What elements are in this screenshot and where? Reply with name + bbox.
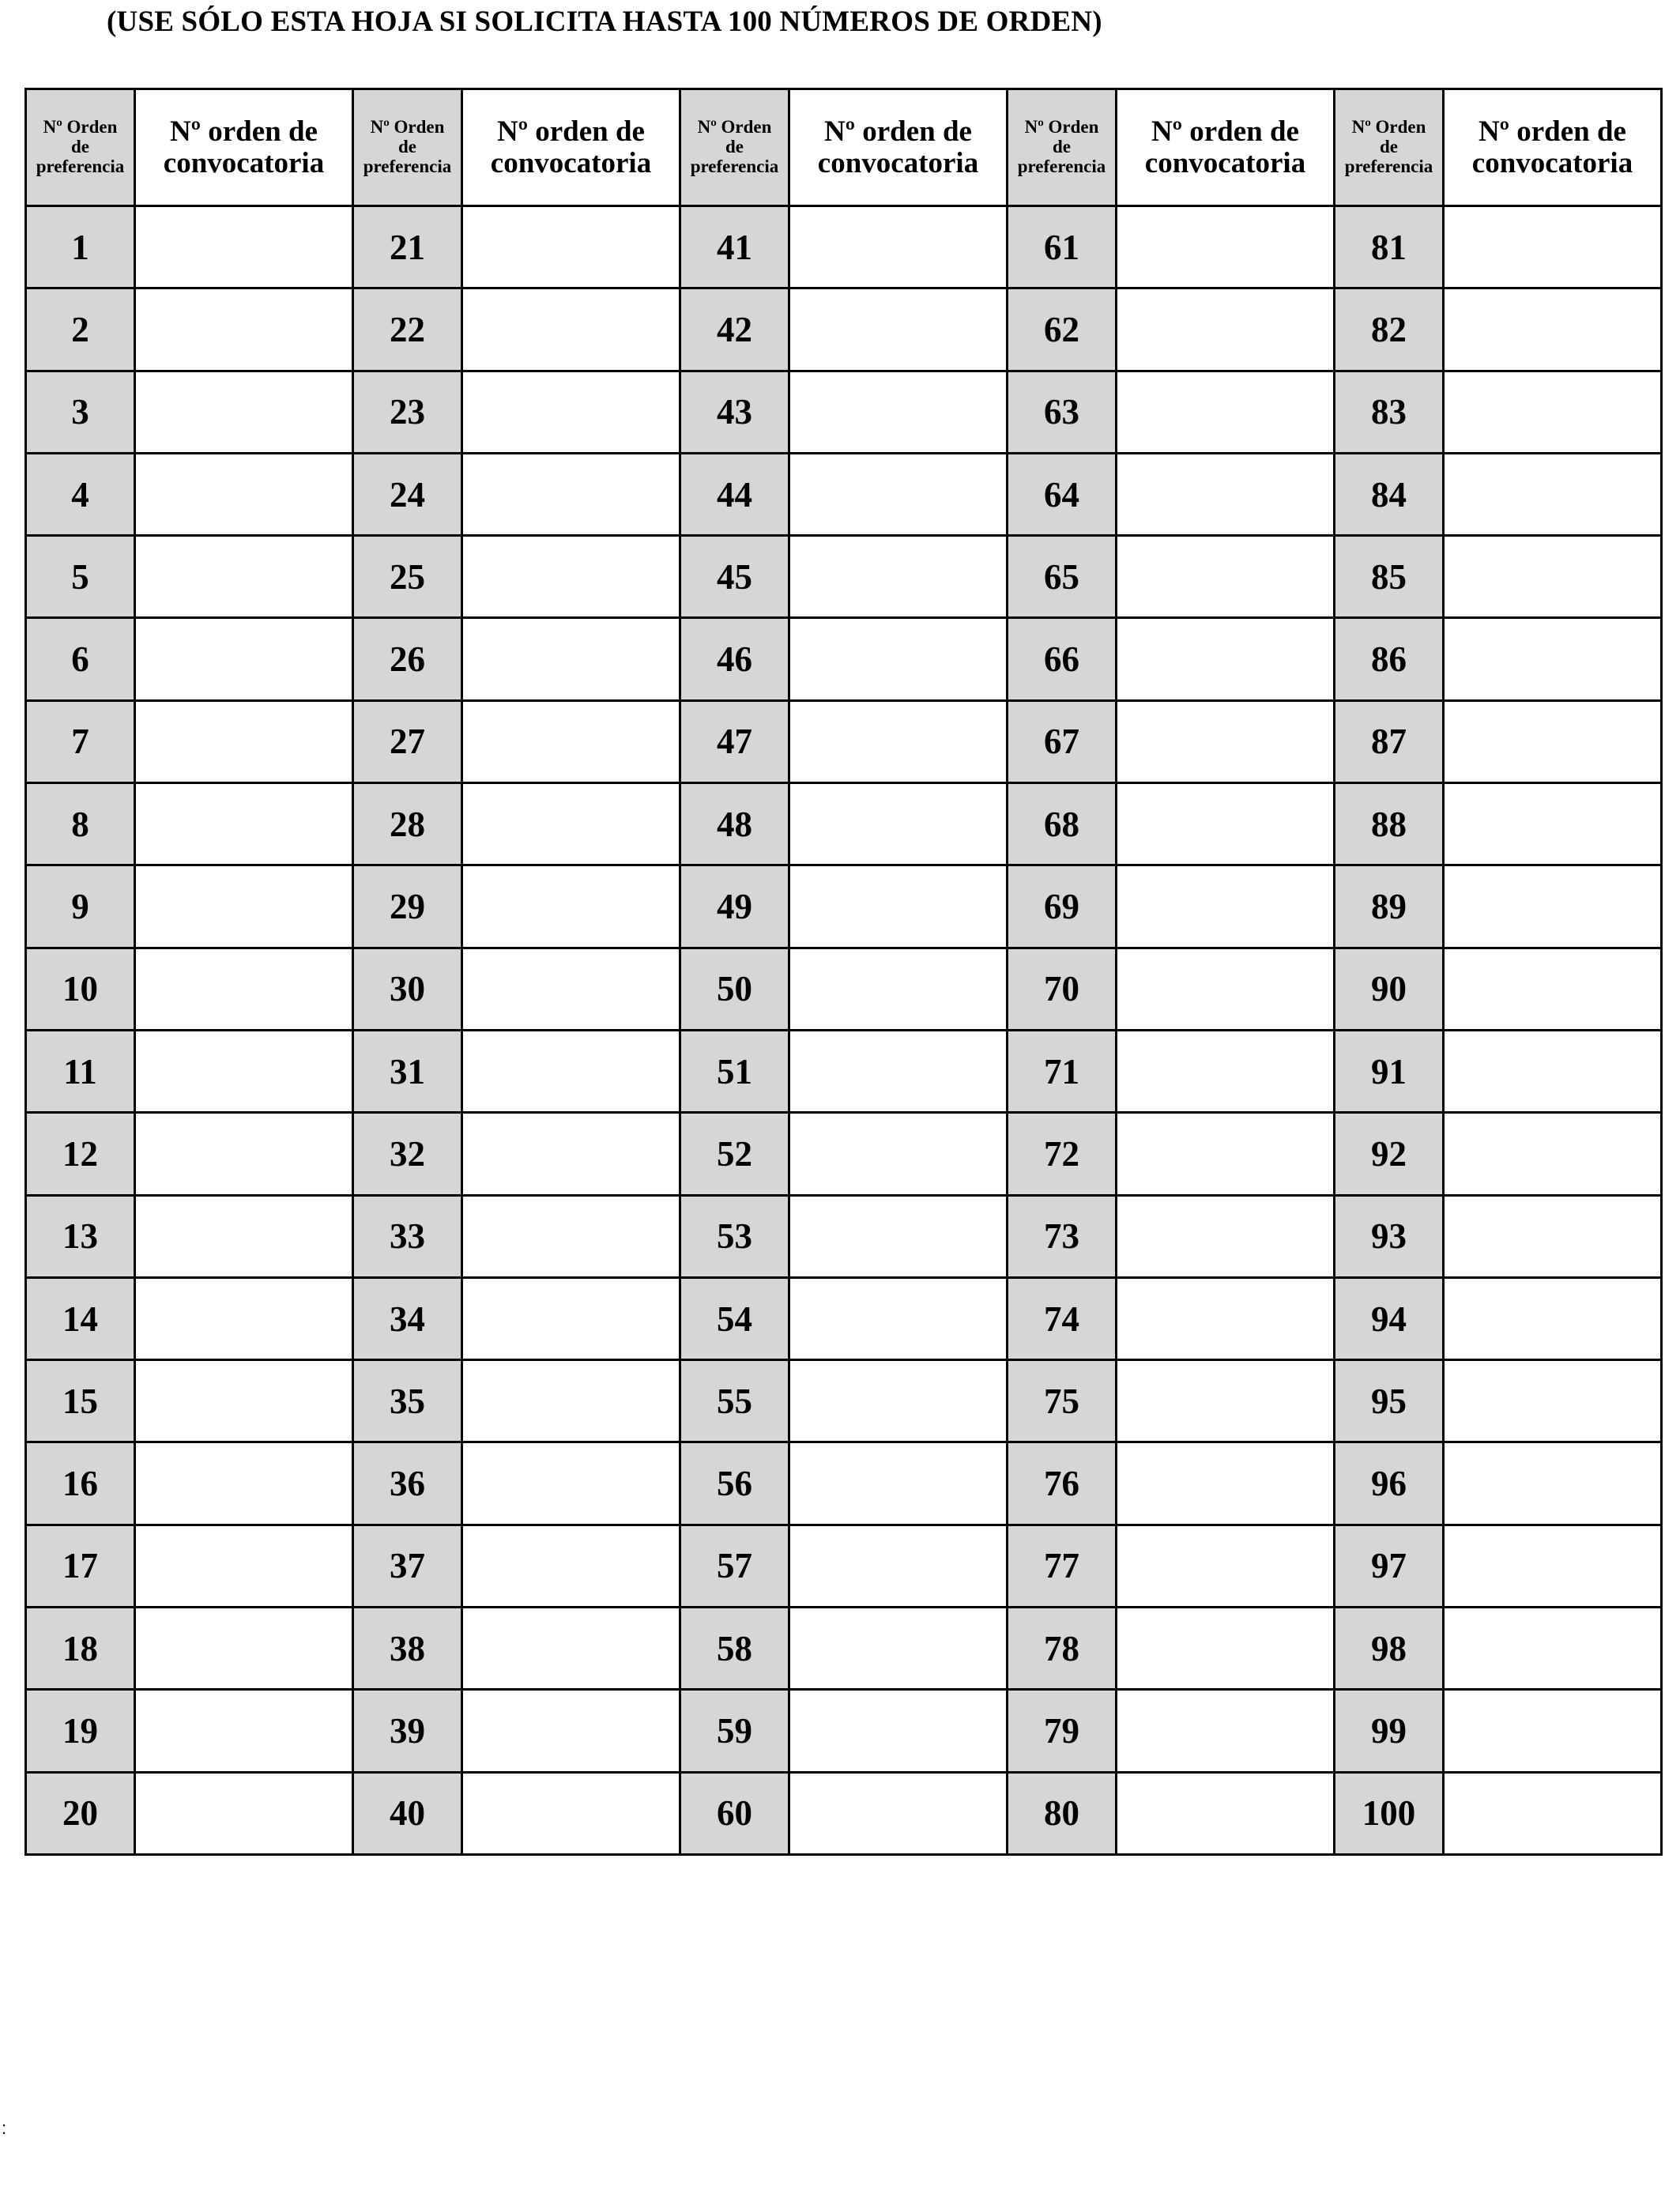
- preference-number-cell: 30: [353, 948, 462, 1030]
- header-preference-line2: de: [725, 137, 744, 157]
- preference-number-cell: 46: [680, 618, 789, 700]
- preference-number-cell: 44: [680, 453, 789, 535]
- preference-number-cell: 85: [1335, 536, 1444, 618]
- table-row: [26, 536, 1662, 618]
- table-row: [26, 865, 1662, 948]
- convocatoria-entry-cell[interactable]: [462, 1772, 680, 1854]
- preference-number-cell: 78: [1008, 1608, 1117, 1690]
- preference-number-cell: 14: [26, 1277, 135, 1359]
- convocatoria-entry-cell[interactable]: [135, 618, 353, 700]
- table-row: [26, 1195, 1662, 1277]
- header-convocatoria-line2: convocatoria: [1144, 146, 1306, 179]
- header-preference-order: [353, 89, 462, 206]
- header-convocatoria-line2: convocatoria: [163, 146, 325, 179]
- convocatoria-entry-cell[interactable]: [789, 1030, 1008, 1112]
- preference-number-cell: 97: [1335, 1525, 1444, 1607]
- convocatoria-entry-cell[interactable]: [789, 948, 1008, 1030]
- header-convocatoria-line1: Nº orden de: [170, 115, 318, 148]
- preference-number-cell: 48: [680, 783, 789, 865]
- convocatoria-entry-cell[interactable]: [1117, 1277, 1335, 1359]
- header-preference-line2: de: [398, 137, 416, 157]
- convocatoria-entry-cell[interactable]: [789, 1442, 1008, 1525]
- convocatoria-entry-cell[interactable]: [1117, 453, 1335, 535]
- preference-number-cell: 5: [26, 536, 135, 618]
- footer-mark: :: [2, 2118, 7, 2138]
- preference-number-cell: 21: [353, 206, 462, 288]
- table-row: [26, 618, 1662, 700]
- preference-number-cell: 7: [26, 700, 135, 782]
- convocatoria-entry-cell[interactable]: [1444, 1608, 1662, 1690]
- preference-number-cell: 81: [1335, 206, 1444, 288]
- convocatoria-entry-cell[interactable]: [1444, 1113, 1662, 1195]
- convocatoria-entry-cell[interactable]: [135, 1277, 353, 1359]
- convocatoria-entry-cell[interactable]: [462, 783, 680, 865]
- preference-number-cell: 96: [1335, 1442, 1444, 1525]
- convocatoria-entry-cell[interactable]: [1444, 1442, 1662, 1525]
- convocatoria-entry-cell[interactable]: [462, 1277, 680, 1359]
- convocatoria-entry-cell[interactable]: [135, 371, 353, 453]
- convocatoria-entry-cell[interactable]: [789, 1113, 1008, 1195]
- header-preference-line2: de: [71, 137, 89, 157]
- page-title: (USE SÓLO ESTA HOJA SI SOLICITA HASTA 100 NÚMEROS DE ORDEN): [107, 6, 1102, 38]
- convocatoria-entry-cell[interactable]: [1117, 1442, 1335, 1525]
- convocatoria-entry-cell[interactable]: [1117, 1608, 1335, 1690]
- preference-number-cell: 55: [680, 1360, 789, 1442]
- convocatoria-entry-cell[interactable]: [462, 206, 680, 288]
- preference-number-cell: 24: [353, 453, 462, 535]
- preference-number-cell: 34: [353, 1277, 462, 1359]
- convocatoria-entry-cell[interactable]: [789, 618, 1008, 700]
- preference-number-cell: 11: [26, 1030, 135, 1112]
- preference-number-cell: 76: [1008, 1442, 1117, 1525]
- preference-number-cell: 39: [353, 1690, 462, 1772]
- table-row: [26, 783, 1662, 865]
- convocatoria-entry-cell[interactable]: [462, 1360, 680, 1442]
- header-convocatoria-line2: convocatoria: [817, 146, 979, 179]
- preference-number-cell: 28: [353, 783, 462, 865]
- convocatoria-entry-cell[interactable]: [1117, 288, 1335, 371]
- preference-number-cell: 54: [680, 1277, 789, 1359]
- convocatoria-entry-cell[interactable]: [462, 1030, 680, 1112]
- table-row: [26, 1113, 1662, 1195]
- convocatoria-entry-cell[interactable]: [462, 536, 680, 618]
- convocatoria-entry-cell[interactable]: [1444, 618, 1662, 700]
- preference-number-cell: 61: [1008, 206, 1117, 288]
- preference-number-cell: 10: [26, 948, 135, 1030]
- preference-number-cell: 82: [1335, 288, 1444, 371]
- convocatoria-entry-cell[interactable]: [789, 1772, 1008, 1854]
- convocatoria-entry-cell[interactable]: [1117, 1525, 1335, 1607]
- convocatoria-entry-cell[interactable]: [462, 948, 680, 1030]
- convocatoria-entry-cell[interactable]: [789, 1608, 1008, 1690]
- convocatoria-entry-cell[interactable]: [1444, 1525, 1662, 1607]
- preference-number-cell: 16: [26, 1442, 135, 1525]
- convocatoria-entry-cell[interactable]: [789, 453, 1008, 535]
- convocatoria-entry-cell[interactable]: [135, 288, 353, 371]
- preference-number-cell: 67: [1008, 700, 1117, 782]
- convocatoria-entry-cell[interactable]: [1444, 865, 1662, 948]
- preference-number-cell: 74: [1008, 1277, 1117, 1359]
- table-row: [26, 206, 1662, 288]
- convocatoria-entry-cell[interactable]: [462, 618, 680, 700]
- table-row: [26, 288, 1662, 371]
- preference-number-cell: 15: [26, 1360, 135, 1442]
- convocatoria-entry-cell[interactable]: [1444, 1690, 1662, 1772]
- table-row: [26, 371, 1662, 453]
- convocatoria-entry-cell[interactable]: [1117, 948, 1335, 1030]
- preference-number-cell: 84: [1335, 453, 1444, 535]
- convocatoria-entry-cell[interactable]: [1444, 1030, 1662, 1112]
- table-row: [26, 453, 1662, 535]
- convocatoria-entry-cell[interactable]: [462, 700, 680, 782]
- convocatoria-entry-cell[interactable]: [1444, 1195, 1662, 1277]
- convocatoria-entry-cell[interactable]: [789, 371, 1008, 453]
- preference-number-cell: 71: [1008, 1030, 1117, 1112]
- convocatoria-entry-cell[interactable]: [462, 453, 680, 535]
- header-preference-line3: preferencia: [690, 156, 779, 176]
- preference-number-cell: 93: [1335, 1195, 1444, 1277]
- preference-number-cell: 65: [1008, 536, 1117, 618]
- preference-number-cell: 87: [1335, 700, 1444, 782]
- convocatoria-entry-cell[interactable]: [1117, 618, 1335, 700]
- preference-number-cell: 60: [680, 1772, 789, 1854]
- preference-number-cell: 52: [680, 1113, 789, 1195]
- convocatoria-entry-cell[interactable]: [135, 783, 353, 865]
- convocatoria-entry-cell[interactable]: [462, 1608, 680, 1690]
- preference-number-cell: 73: [1008, 1195, 1117, 1277]
- header-preference-order: [1335, 89, 1444, 206]
- convocatoria-entry-cell[interactable]: [789, 206, 1008, 288]
- convocatoria-entry-cell[interactable]: [1117, 700, 1335, 782]
- convocatoria-entry-cell[interactable]: [135, 1608, 353, 1690]
- header-convocatoria-line1: Nº orden de: [1478, 115, 1626, 148]
- convocatoria-entry-cell[interactable]: [135, 453, 353, 535]
- convocatoria-entry-cell[interactable]: [135, 1690, 353, 1772]
- preference-number-cell: 37: [353, 1525, 462, 1607]
- preference-number-cell: 75: [1008, 1360, 1117, 1442]
- convocatoria-entry-cell[interactable]: [789, 865, 1008, 948]
- convocatoria-entry-cell[interactable]: [135, 1030, 353, 1112]
- preference-number-cell: 98: [1335, 1608, 1444, 1690]
- preference-number-cell: 88: [1335, 783, 1444, 865]
- table-row: [26, 1690, 1662, 1772]
- preference-number-cell: 43: [680, 371, 789, 453]
- convocatoria-entry-cell[interactable]: [1444, 453, 1662, 535]
- header-convocatoria-line1: Nº orden de: [1151, 115, 1299, 148]
- preference-number-cell: 90: [1335, 948, 1444, 1030]
- convocatoria-entry-cell[interactable]: [1117, 536, 1335, 618]
- preference-number-cell: 62: [1008, 288, 1117, 371]
- preference-number-cell: 49: [680, 865, 789, 948]
- convocatoria-entry-cell[interactable]: [462, 1442, 680, 1525]
- header-preference-line1: Nº Orden: [697, 117, 772, 138]
- preference-number-cell: 68: [1008, 783, 1117, 865]
- preference-number-cell: 36: [353, 1442, 462, 1525]
- header-preference-line2: de: [1380, 137, 1398, 157]
- preference-number-cell: 92: [1335, 1113, 1444, 1195]
- convocatoria-entry-cell[interactable]: [1444, 536, 1662, 618]
- convocatoria-entry-cell[interactable]: [462, 288, 680, 371]
- preference-number-cell: 13: [26, 1195, 135, 1277]
- preference-number-cell: 89: [1335, 865, 1444, 948]
- convocatoria-entry-cell[interactable]: [1444, 783, 1662, 865]
- preference-number-cell: 57: [680, 1525, 789, 1607]
- header-convocatoria-order: [1117, 89, 1335, 206]
- convocatoria-entry-cell[interactable]: [1444, 288, 1662, 371]
- preference-number-cell: 59: [680, 1690, 789, 1772]
- header-preference-order: [1008, 89, 1117, 206]
- convocatoria-entry-cell[interactable]: [462, 1113, 680, 1195]
- preference-number-cell: 83: [1335, 371, 1444, 453]
- convocatoria-entry-cell[interactable]: [1117, 371, 1335, 453]
- convocatoria-entry-cell[interactable]: [462, 1525, 680, 1607]
- table-row: [26, 700, 1662, 782]
- preference-number-cell: 8: [26, 783, 135, 865]
- convocatoria-entry-cell[interactable]: [789, 1360, 1008, 1442]
- preference-number-cell: 3: [26, 371, 135, 453]
- header-convocatoria-order: [789, 89, 1008, 206]
- header-convocatoria-line1: Nº orden de: [497, 115, 645, 148]
- header-convocatoria-order: [135, 89, 353, 206]
- preference-number-cell: 56: [680, 1442, 789, 1525]
- preference-order-table: [24, 88, 1663, 1856]
- preference-number-cell: 45: [680, 536, 789, 618]
- convocatoria-entry-cell[interactable]: [789, 1195, 1008, 1277]
- preference-number-cell: 19: [26, 1690, 135, 1772]
- convocatoria-entry-cell[interactable]: [135, 700, 353, 782]
- header-preference-line2: de: [1053, 137, 1071, 157]
- convocatoria-entry-cell[interactable]: [1117, 783, 1335, 865]
- preference-number-cell: 17: [26, 1525, 135, 1607]
- header-preference-line1: Nº Orden: [1024, 117, 1099, 138]
- header-preference-line3: preferencia: [363, 156, 452, 176]
- table-header-row: [26, 89, 1662, 206]
- preference-number-cell: 47: [680, 700, 789, 782]
- preference-number-cell: 64: [1008, 453, 1117, 535]
- convocatoria-entry-cell[interactable]: [1117, 1690, 1335, 1772]
- preference-number-cell: 41: [680, 206, 789, 288]
- header-preference-line3: preferencia: [36, 156, 125, 176]
- table-row: [26, 1608, 1662, 1690]
- preference-number-cell: 66: [1008, 618, 1117, 700]
- convocatoria-entry-cell[interactable]: [1444, 371, 1662, 453]
- convocatoria-entry-cell[interactable]: [462, 1690, 680, 1772]
- convocatoria-entry-cell[interactable]: [462, 371, 680, 453]
- header-preference-line1: Nº Orden: [370, 117, 445, 138]
- preference-number-cell: 69: [1008, 865, 1117, 948]
- table-body: [26, 206, 1662, 1855]
- header-preference-line1: Nº Orden: [43, 117, 118, 138]
- preference-number-cell: 26: [353, 618, 462, 700]
- table-row: [26, 1277, 1662, 1359]
- header-preference-line3: preferencia: [1344, 156, 1433, 176]
- convocatoria-entry-cell[interactable]: [135, 1360, 353, 1442]
- header-preference-line3: preferencia: [1017, 156, 1106, 176]
- header-preference-order: [680, 89, 789, 206]
- convocatoria-entry-cell[interactable]: [1444, 700, 1662, 782]
- convocatoria-entry-cell[interactable]: [135, 1525, 353, 1607]
- preference-number-cell: 63: [1008, 371, 1117, 453]
- preference-number-cell: 50: [680, 948, 789, 1030]
- preference-number-cell: 77: [1008, 1525, 1117, 1607]
- convocatoria-entry-cell[interactable]: [135, 1442, 353, 1525]
- preference-number-cell: 12: [26, 1113, 135, 1195]
- preference-number-cell: 86: [1335, 618, 1444, 700]
- preference-number-cell: 1: [26, 206, 135, 288]
- preference-number-cell: 35: [353, 1360, 462, 1442]
- header-preference-line1: Nº Orden: [1351, 117, 1426, 138]
- table-row: [26, 1442, 1662, 1525]
- convocatoria-entry-cell[interactable]: [789, 1277, 1008, 1359]
- convocatoria-entry-cell[interactable]: [789, 1525, 1008, 1607]
- preference-number-cell: 4: [26, 453, 135, 535]
- table-row: [26, 1525, 1662, 1607]
- convocatoria-entry-cell[interactable]: [135, 536, 353, 618]
- preference-number-cell: 33: [353, 1195, 462, 1277]
- convocatoria-entry-cell[interactable]: [1444, 948, 1662, 1030]
- table-row: [26, 1772, 1662, 1854]
- convocatoria-entry-cell[interactable]: [135, 206, 353, 288]
- convocatoria-entry-cell[interactable]: [135, 1772, 353, 1854]
- preference-number-cell: 6: [26, 618, 135, 700]
- convocatoria-entry-cell[interactable]: [789, 1690, 1008, 1772]
- preference-number-cell: 20: [26, 1772, 135, 1854]
- preference-number-cell: 100: [1335, 1772, 1444, 1854]
- preference-number-cell: 31: [353, 1030, 462, 1112]
- preference-number-cell: 25: [353, 536, 462, 618]
- convocatoria-entry-cell[interactable]: [462, 865, 680, 948]
- convocatoria-entry-cell[interactable]: [1444, 206, 1662, 288]
- preference-number-cell: 58: [680, 1608, 789, 1690]
- convocatoria-entry-cell[interactable]: [135, 948, 353, 1030]
- convocatoria-entry-cell[interactable]: [789, 783, 1008, 865]
- header-preference-order: [26, 89, 135, 206]
- preference-number-cell: 53: [680, 1195, 789, 1277]
- convocatoria-entry-cell[interactable]: [1117, 1772, 1335, 1854]
- convocatoria-entry-cell[interactable]: [1117, 1195, 1335, 1277]
- convocatoria-entry-cell[interactable]: [789, 536, 1008, 618]
- header-convocatoria-order: [462, 89, 680, 206]
- table-row: [26, 948, 1662, 1030]
- preference-number-cell: 2: [26, 288, 135, 371]
- preference-number-cell: 72: [1008, 1113, 1117, 1195]
- convocatoria-entry-cell[interactable]: [135, 1195, 353, 1277]
- preference-number-cell: 40: [353, 1772, 462, 1854]
- preference-number-cell: 27: [353, 700, 462, 782]
- preference-number-cell: 99: [1335, 1690, 1444, 1772]
- convocatoria-entry-cell[interactable]: [462, 1195, 680, 1277]
- header-convocatoria-line2: convocatoria: [490, 146, 652, 179]
- table-row: [26, 1360, 1662, 1442]
- preference-number-cell: 38: [353, 1608, 462, 1690]
- convocatoria-entry-cell[interactable]: [1444, 1277, 1662, 1359]
- convocatoria-entry-cell[interactable]: [1117, 865, 1335, 948]
- preference-number-cell: 29: [353, 865, 462, 948]
- preference-number-cell: 95: [1335, 1360, 1444, 1442]
- preference-number-cell: 91: [1335, 1030, 1444, 1112]
- table-row: [26, 1030, 1662, 1112]
- convocatoria-entry-cell[interactable]: [1117, 206, 1335, 288]
- preference-number-cell: 79: [1008, 1690, 1117, 1772]
- convocatoria-entry-cell[interactable]: [135, 1113, 353, 1195]
- header-convocatoria-line2: convocatoria: [1471, 146, 1633, 179]
- preference-number-cell: 9: [26, 865, 135, 948]
- convocatoria-entry-cell[interactable]: [1444, 1772, 1662, 1854]
- header-convocatoria-order: [1444, 89, 1662, 206]
- convocatoria-entry-cell[interactable]: [135, 865, 353, 948]
- preference-number-cell: 23: [353, 371, 462, 453]
- preference-number-cell: 32: [353, 1113, 462, 1195]
- preference-number-cell: 80: [1008, 1772, 1117, 1854]
- preference-number-cell: 51: [680, 1030, 789, 1112]
- preference-number-cell: 94: [1335, 1277, 1444, 1359]
- preference-number-cell: 22: [353, 288, 462, 371]
- preference-number-cell: 18: [26, 1608, 135, 1690]
- convocatoria-entry-cell[interactable]: [1117, 1360, 1335, 1442]
- convocatoria-entry-cell[interactable]: [1117, 1030, 1335, 1112]
- header-convocatoria-line1: Nº orden de: [824, 115, 972, 148]
- preference-number-cell: 70: [1008, 948, 1117, 1030]
- convocatoria-entry-cell[interactable]: [1117, 1113, 1335, 1195]
- convocatoria-entry-cell[interactable]: [789, 700, 1008, 782]
- preference-number-cell: 42: [680, 288, 789, 371]
- convocatoria-entry-cell[interactable]: [789, 288, 1008, 371]
- convocatoria-entry-cell[interactable]: [1444, 1360, 1662, 1442]
